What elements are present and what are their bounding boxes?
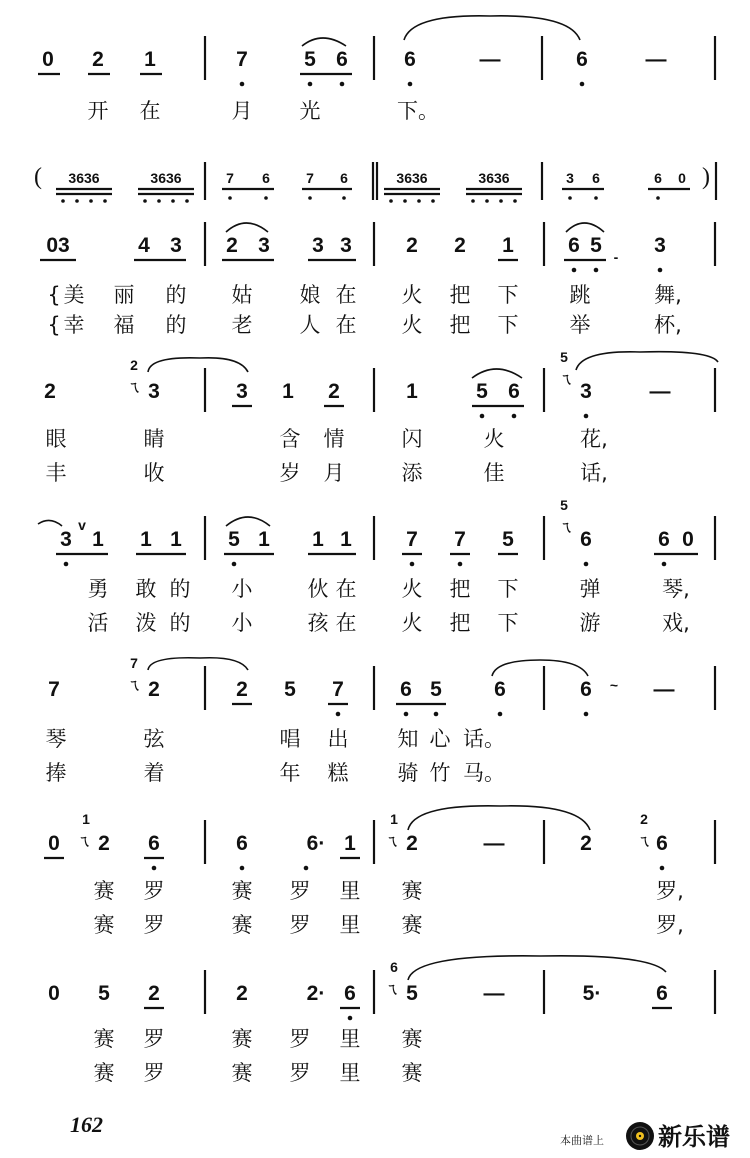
lyric: 花, [580, 427, 608, 451]
lyric: 赛 [93, 913, 115, 937]
grace-note: 2 [130, 357, 138, 373]
lyric: 含 [279, 427, 301, 451]
lyric: 美 [63, 283, 85, 307]
lyric: 马。 [463, 761, 505, 785]
lyric: 竹 [429, 761, 451, 785]
note: 6 [580, 678, 592, 701]
lyric: 话。 [463, 727, 505, 751]
lyric: 赛 [231, 1027, 253, 1051]
lyric: 下 [497, 283, 519, 307]
lyric: 的 [165, 283, 187, 307]
note: 3 [312, 234, 324, 257]
grace-hook: ㄟ [385, 833, 399, 849]
lyric: 在 [335, 283, 357, 307]
note: 3 [654, 234, 666, 257]
vinyl-record-icon [626, 1122, 654, 1150]
watermark [560, 1122, 730, 1151]
low-octave-dot [240, 82, 245, 87]
lyric: 活 [87, 611, 109, 635]
slur [226, 517, 270, 526]
grace-hook: ㄟ [559, 371, 573, 387]
note: 2 [148, 982, 160, 1005]
note: 5 [98, 982, 110, 1005]
grace-hook: ㄟ [127, 379, 141, 395]
lyric: 在 [335, 611, 357, 635]
note: 1 [406, 380, 418, 403]
lyric: 泼 [135, 611, 157, 635]
grace-note: 1 [390, 811, 398, 827]
grace-note: 6 [390, 959, 398, 975]
lyric: 敢 [135, 577, 157, 601]
tie [408, 806, 590, 830]
lyric: 勇 [87, 577, 109, 601]
lyric: 把 [449, 313, 471, 337]
note-group: 3636 [68, 170, 100, 186]
lyric: 琴 [45, 727, 67, 751]
lyric: 罗 [289, 1061, 311, 1085]
note: 0 [682, 528, 694, 551]
note: 1 [502, 234, 514, 257]
note: 5 [502, 528, 514, 551]
note: 6 [148, 832, 160, 855]
note: 7 [236, 48, 248, 71]
note: 2 [98, 832, 110, 855]
lyric: 火 [401, 283, 423, 307]
row-6 [44, 806, 715, 937]
tie [148, 358, 248, 372]
note: 5 [304, 48, 316, 71]
lyric: 下。 [397, 99, 439, 123]
lyric: 赛 [93, 1061, 115, 1085]
note: 6 [658, 528, 670, 551]
note: 0 [42, 48, 54, 71]
page-number: 162 [70, 1112, 103, 1137]
lyric: 火 [401, 611, 423, 635]
lyric: 赛 [231, 1061, 253, 1085]
note: 2 [148, 678, 160, 701]
lyric: 火 [401, 577, 423, 601]
lyric: 罗 [289, 879, 311, 903]
lyric: 的 [169, 577, 191, 601]
note: 2 [236, 982, 248, 1005]
lyric: 捧 [45, 761, 67, 785]
note: 2 [454, 234, 466, 257]
note: 6 [404, 48, 416, 71]
lyric: 人 [299, 313, 321, 337]
grace-note: 2 [640, 811, 648, 827]
grace-note: 7 [130, 655, 138, 671]
note: 1 [170, 528, 182, 551]
lyric-brace: { [47, 283, 61, 307]
dash: — [649, 380, 671, 403]
lyric: 罗 [143, 879, 165, 903]
lyric: 罗 [143, 913, 165, 937]
lyric: 游 [579, 611, 601, 635]
lyric: 把 [449, 283, 471, 307]
lyric-brace: { [47, 313, 61, 337]
note: 6 [508, 380, 520, 403]
note: 5 [430, 678, 442, 701]
grace-note: 5 [560, 349, 568, 365]
note: 6· [306, 832, 326, 855]
tie [404, 16, 580, 40]
note: 3 [258, 234, 270, 257]
grace-hook: ㄟ [637, 833, 651, 849]
low-octave-dot [408, 82, 413, 87]
lyric: 赛 [93, 879, 115, 903]
note: 2· [306, 982, 326, 1005]
dash: — [483, 982, 505, 1005]
note: 1 [312, 528, 324, 551]
lyric: 举 [569, 313, 591, 337]
note: 7 [454, 528, 466, 551]
row-4 [38, 497, 715, 635]
lyric: 幸 [63, 313, 85, 337]
dash: - [613, 249, 619, 265]
lyric: 孩 [307, 611, 329, 635]
lyric: 出 [327, 727, 349, 751]
note-group: 3636 [150, 170, 182, 186]
lyric: 罗 [289, 913, 311, 937]
lyric: 里 [339, 879, 361, 903]
lyric: 赛 [93, 1027, 115, 1051]
note: 3 [340, 234, 352, 257]
lyric: 月 [231, 99, 253, 123]
lyric: 唱 [279, 727, 301, 751]
lyric: 琴, [662, 577, 690, 601]
slur [472, 369, 522, 378]
grace-hook: ㄟ [77, 833, 91, 849]
lyric: 心 [429, 727, 451, 751]
note: 3 [170, 234, 182, 257]
lyric: 开 [87, 99, 109, 123]
note: 1 [340, 528, 352, 551]
note: 3 [236, 380, 248, 403]
lyric: 在 [335, 577, 357, 601]
lyric: 罗, [656, 879, 684, 903]
grace-hook: ㄟ [559, 519, 573, 535]
lyric: 着 [143, 761, 165, 785]
paren: ( [34, 164, 42, 190]
lyric: 福 [113, 313, 135, 337]
lyric: 弹 [579, 577, 601, 601]
row-5 [46, 655, 716, 785]
lyric: 弦 [143, 727, 165, 751]
grace-hook: ㄟ [385, 981, 399, 997]
slur [302, 38, 346, 46]
grace-note: 5 [560, 497, 568, 513]
note: 6 [262, 170, 270, 186]
note: 7 [226, 170, 234, 186]
lyric: 火 [401, 313, 423, 337]
lyric: 下 [497, 611, 519, 635]
note: 2 [328, 380, 340, 403]
dash: ~ [609, 677, 619, 693]
dash: — [645, 48, 667, 71]
lyric: 下 [497, 313, 519, 337]
note: 2 [406, 234, 418, 257]
note: 5 [590, 234, 602, 257]
lyric: 添 [401, 461, 423, 485]
row-0 [38, 16, 715, 123]
note: 1 [258, 528, 270, 551]
grace-note: 1 [82, 811, 90, 827]
note: 7 [306, 170, 314, 186]
note: 2 [406, 832, 418, 855]
note: 2 [92, 48, 104, 71]
lyric: 赛 [401, 879, 423, 903]
note: 7 [48, 678, 60, 701]
lyric: 老 [231, 313, 253, 337]
lyric: 罗 [143, 1061, 165, 1085]
lyric: 睛 [143, 427, 165, 451]
lyric: 里 [339, 913, 361, 937]
note: 3 [148, 380, 160, 403]
lyric: 小 [231, 611, 253, 635]
grace-hook: ㄟ [127, 677, 141, 693]
tie-in [38, 520, 62, 526]
note: 6 [494, 678, 506, 701]
lyric: 里 [339, 1061, 361, 1085]
note: 7 [406, 528, 418, 551]
lyric: 姑 [231, 283, 253, 307]
note: 2 [226, 234, 238, 257]
lyric: 在 [139, 99, 161, 123]
lyric: 赛 [401, 1061, 423, 1085]
lyric: 罗, [656, 913, 684, 937]
note: 6 [340, 170, 348, 186]
row-1-interlude [34, 162, 716, 203]
dash: — [653, 678, 675, 701]
note: 0 [678, 170, 686, 186]
lyric: 娘 [299, 283, 321, 307]
lyric: 知 [397, 727, 419, 751]
lyric: 岁 [279, 461, 301, 485]
row-7 [48, 956, 715, 1085]
note: 1 [92, 528, 104, 551]
tie [148, 658, 248, 670]
note: 6 [592, 170, 600, 186]
watermark-small-text: 本曲谱上 [560, 1134, 604, 1147]
note: 0 [48, 832, 60, 855]
lyric: 丽 [113, 283, 135, 307]
note: 6 [656, 832, 668, 855]
lyric: 罗 [289, 1027, 311, 1051]
lyric: 月 [323, 461, 345, 485]
note: 3 [566, 170, 574, 186]
note: 5 [228, 528, 240, 551]
low-octave-dot [308, 82, 313, 87]
breath-mark: v [78, 517, 86, 533]
lyric: 眼 [45, 427, 67, 451]
note: 5 [284, 678, 296, 701]
lyric: 下 [497, 577, 519, 601]
lyric: 年 [279, 761, 301, 785]
lyric: 伙 [307, 577, 329, 601]
note: 6 [336, 48, 348, 71]
lyric: 赛 [401, 1027, 423, 1051]
note: 3 [60, 528, 72, 551]
lyric: 话, [580, 461, 608, 485]
lyric: 佳 [483, 461, 505, 485]
note: 6 [656, 982, 668, 1005]
dash: — [483, 832, 505, 855]
note: 2 [236, 678, 248, 701]
note: 6 [236, 832, 248, 855]
note: 6 [400, 678, 412, 701]
lyric: 罗 [143, 1027, 165, 1051]
row-3 [44, 349, 718, 485]
lyric: 情 [323, 427, 345, 451]
lyric: 糕 [327, 761, 349, 785]
lyric: 的 [165, 313, 187, 337]
note: 6 [576, 48, 588, 71]
tie [492, 660, 588, 676]
slur [566, 223, 604, 232]
lyric: 在 [335, 313, 357, 337]
lyric: 丰 [45, 461, 67, 485]
lyric: 戏, [662, 611, 690, 635]
lyric: 里 [339, 1027, 361, 1051]
note: 6 [568, 234, 580, 257]
lyric: 小 [231, 577, 253, 601]
low-octave-dot [580, 82, 585, 87]
note: 6 [580, 528, 592, 551]
lyric: 光 [299, 99, 321, 123]
note: 03 [46, 234, 70, 257]
note-group: 3636 [478, 170, 510, 186]
watermark-brand: 新乐谱 [658, 1123, 730, 1151]
note: 3 [580, 380, 592, 403]
row-2 [40, 222, 715, 337]
note: 5· [582, 982, 602, 1005]
lyric: 把 [449, 611, 471, 635]
note: 5 [406, 982, 418, 1005]
note: 2 [44, 380, 56, 403]
lyric: 火 [483, 427, 505, 451]
tie [408, 956, 666, 980]
paren: ) [702, 164, 710, 190]
note: 6 [654, 170, 662, 186]
lyric: 跳 [569, 283, 591, 307]
note: 5 [476, 380, 488, 403]
lyric: 把 [449, 577, 471, 601]
note: 1 [140, 528, 152, 551]
note: 6 [344, 982, 356, 1005]
note: 4 [138, 234, 150, 257]
note: 1 [144, 48, 156, 71]
note: 0 [48, 982, 60, 1005]
note-group: 3636 [396, 170, 428, 186]
lyric: 赛 [401, 913, 423, 937]
note: 1 [344, 832, 356, 855]
low-octave-dot [340, 82, 345, 87]
tie [576, 352, 718, 370]
lyric: 赛 [231, 913, 253, 937]
lyric: 舞, [654, 283, 682, 307]
lyric: 的 [169, 611, 191, 635]
lyric: 赛 [231, 879, 253, 903]
note: 2 [580, 832, 592, 855]
dash: — [479, 48, 501, 71]
lyric: 杯, [654, 313, 682, 337]
lyric: 骑 [397, 761, 419, 785]
note: 1 [282, 380, 294, 403]
note: 7 [332, 678, 344, 701]
lyric: 闪 [401, 427, 423, 451]
slur [226, 223, 268, 232]
lyric: 收 [143, 461, 165, 485]
